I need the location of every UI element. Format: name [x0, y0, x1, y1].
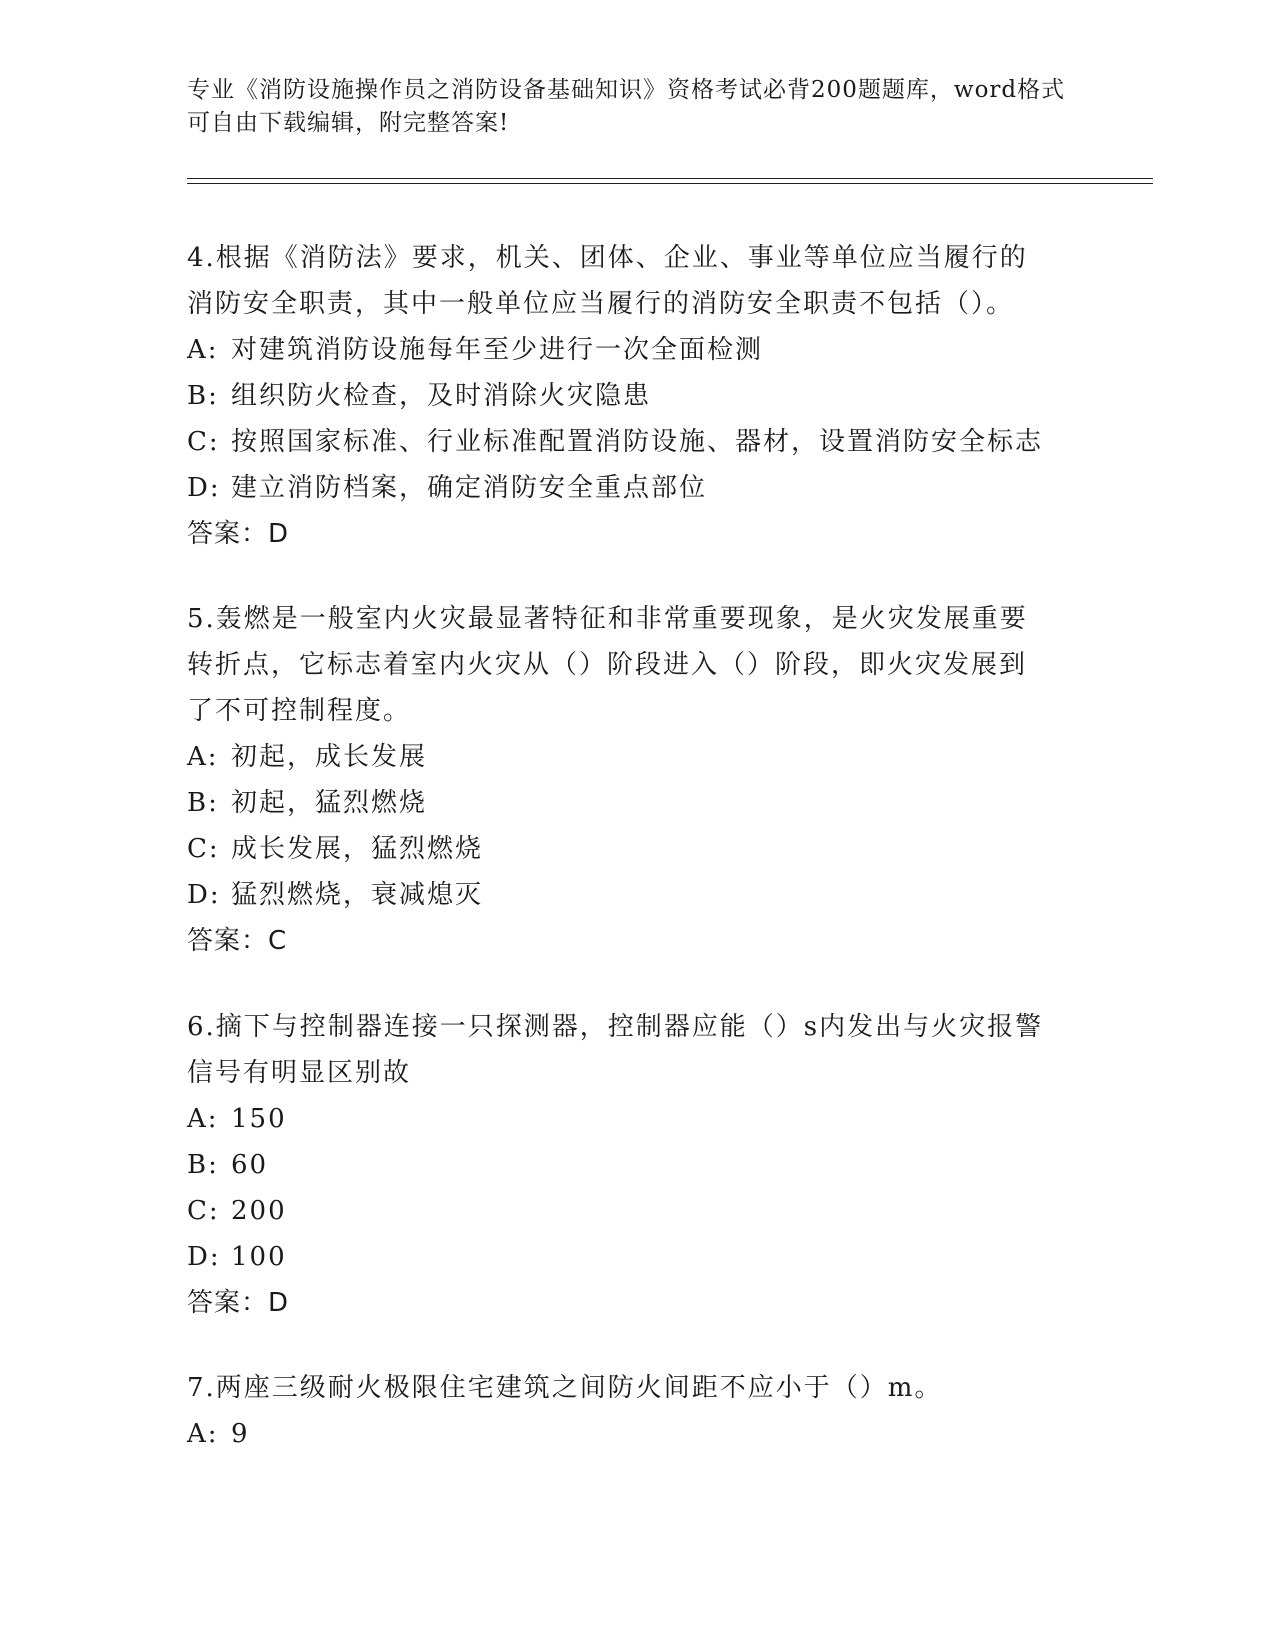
question-stem-line: 7.两座三级耐火极限住宅建筑之间防火间距不应小于（）m。 — [187, 1373, 943, 1403]
option-letter: B: — [187, 788, 219, 818]
option-letter: A: — [187, 742, 219, 772]
option-letter: D: — [187, 1242, 221, 1272]
question-stem-line: 6.摘下与控制器连接一只探测器，控制器应能（）s内发出与火灾报警 — [187, 1012, 1044, 1042]
option-text: 按照国家标准、行业标准配置消防设施、器材，设置消防安全标志 — [231, 427, 1044, 457]
option-letter: A: — [187, 1419, 219, 1449]
option-text: 200 — [231, 1196, 287, 1226]
option-text: 对建筑消防设施每年至少进行一次全面检测 — [231, 335, 764, 365]
option-text: 100 — [231, 1242, 287, 1272]
answer-line: 答案：C — [187, 926, 288, 956]
option-d — [187, 465, 1087, 511]
document-header: 专业《消防设施操作员之消防设备基础知识》资格考试必背200题题库，word格式可自由下载编辑，附完整答案! — [187, 77, 1066, 136]
answer-line: 答案：D — [187, 519, 290, 549]
question-5 — [187, 596, 1087, 964]
option-b — [187, 1142, 1087, 1188]
option-text: 猛烈燃烧，衰减熄灭 — [231, 880, 484, 910]
option-text: 组织防火检查，及时消除火灾隐患 — [231, 381, 652, 411]
option-text: 150 — [231, 1104, 287, 1134]
option-b — [187, 373, 1087, 419]
option-letter: B: — [187, 381, 219, 411]
option-text: 成长发展，猛烈燃烧 — [231, 834, 484, 864]
question-stem-line: 了不可控制程度。 — [187, 696, 412, 726]
answer-line: 答案：D — [187, 1288, 290, 1318]
question-7 — [187, 1365, 1087, 1457]
option-text: 9 — [231, 1419, 250, 1449]
question-stem-line: 消防安全职责，其中一般单位应当履行的消防安全职责不包括（）。 — [187, 289, 1015, 319]
question-stem-line: 信号有明显区别故 — [187, 1058, 412, 1088]
option-a — [187, 1411, 1087, 1457]
option-letter: C: — [187, 1196, 220, 1226]
option-text: 60 — [231, 1150, 269, 1180]
header-divider-bottom — [187, 183, 1153, 184]
option-text: 初起，成长发展 — [231, 742, 428, 772]
question-stem-line: 5.轰燃是一般室内火灾最显著特征和非常重要现象，是火灾发展重要 — [187, 604, 1028, 634]
option-letter: A: — [187, 1104, 219, 1134]
option-letter: A: — [187, 335, 219, 365]
option-c — [187, 826, 1087, 872]
option-d — [187, 872, 1087, 918]
header-divider-top — [187, 178, 1153, 179]
option-a — [187, 327, 1087, 373]
question-stem-line: 4.根据《消防法》要求，机关、团体、企业、事业等单位应当履行的 — [187, 243, 1028, 273]
option-letter: C: — [187, 427, 220, 457]
question-4 — [187, 235, 1087, 557]
question-stem-line: 转折点，它标志着室内火灾从（）阶段进入（）阶段，即火灾发展到 — [187, 650, 1028, 680]
option-text: 建立消防档案，确定消防安全重点部位 — [231, 473, 708, 503]
option-b — [187, 780, 1087, 826]
option-letter: B: — [187, 1150, 219, 1180]
option-letter: C: — [187, 834, 220, 864]
option-d — [187, 1234, 1087, 1280]
option-letter: D: — [187, 880, 221, 910]
question-6 — [187, 1004, 1087, 1326]
option-a — [187, 1096, 1087, 1142]
option-letter: D: — [187, 473, 221, 503]
option-c — [187, 419, 1087, 465]
option-text: 初起，猛烈燃烧 — [231, 788, 428, 818]
option-c — [187, 1188, 1087, 1234]
option-a — [187, 734, 1087, 780]
